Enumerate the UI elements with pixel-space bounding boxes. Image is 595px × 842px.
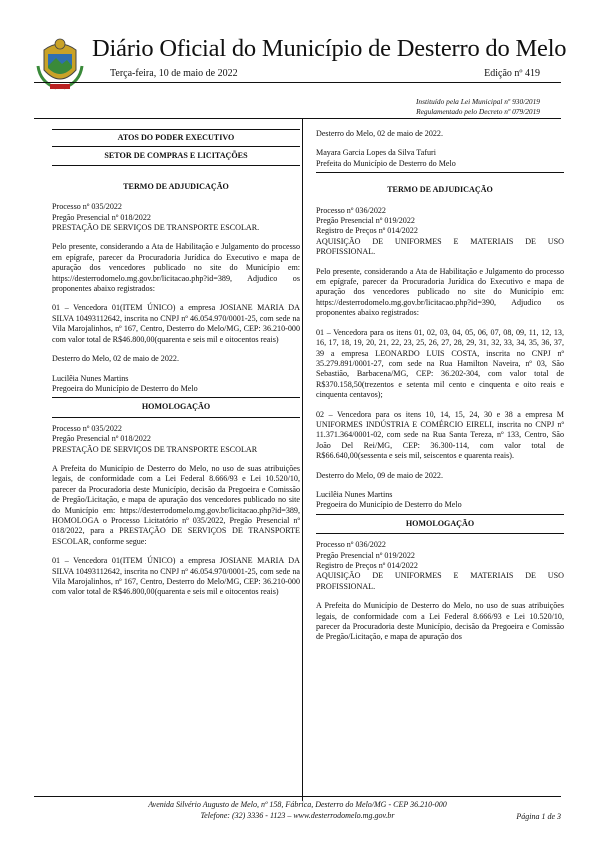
page-number: Página 1 de 3 — [516, 812, 561, 821]
footer-divider — [34, 796, 561, 797]
signature-name: Lucilêia Nunes Martins — [52, 373, 129, 383]
date-line: Desterro do Melo, 09 de maio de 2022. — [316, 470, 443, 480]
object-text: AQUISIÇÃO DE UNIFORMES E MATERIAIS DE USO PROFISSIONAL. — [316, 236, 564, 257]
section-rule — [52, 146, 300, 147]
adjudication-heading: TERMO DE ADJUDICAÇÃO — [387, 185, 493, 195]
price-registry-number: Registro de Preços nº 014/2022 — [316, 226, 418, 236]
section-rule — [316, 533, 564, 534]
section-subtitle: SETOR DE COMPRAS E LICITAÇÕES — [104, 151, 248, 161]
paragraph: 01 – Vencedora 01(ITEM ÚNICO) a empresa JOSIANE MARIA DA SILVA 10493112642, inscrita no CNPJ nº 46.054.970/0001-25, com sede na Vila Marojalinhos, nº 167, Centro, Desterro do Melo/MG, CEP: 36.210-000 com valor total de R$46.800,00(quarenta e seis mil e oitocentos reais) — [52, 556, 300, 597]
object-text: PRESTAÇÃO DE SERVIÇOS DE TRANSPORTE ESCOLAR — [52, 444, 258, 454]
signature-role: Prefeita do Município de Desterro do Melo — [316, 158, 456, 168]
section-rule — [52, 397, 300, 398]
paragraph: Pelo presente, considerando a Ata de Habilitação e Julgamento do processo em epígrafe, parecer da Procuradoria Jurídica do Executivo e mapa de apuração dos vencedores publicado no site do Município em: https://desterrodomelo.mg.gov.br/licitacao.php?id=390, Adjudico os proponentes abaixo registrados: — [316, 266, 564, 318]
signature-role: Pregoeira do Município de Desterro do Melo — [52, 383, 198, 393]
process-number: Processo nº 035/2022 — [52, 423, 122, 433]
issue-date: Terça-feira, 10 de maio de 2022 — [110, 68, 238, 79]
object-text: PRESTAÇÃO DE SERVIÇOS DE TRANSPORTE ESCOLAR. — [52, 223, 260, 233]
paragraph: A Prefeita do Município de Desterro do Melo, no uso de suas atribuições legais, de conformidade com a Lei Federal 8.666/93 e Lei 10.520/10, parecer da Procuradoria deste Município, decisão da Pregoeira e Comissão de Pregão/Licitação, e mapa de apuração dos vencedores publicado no site do Município em: https://desterrodomelo.mg.gov.br/licitacao.php?id=389, HOMOLOGA o Processo Licitatório nº 035/2022, Pregão Presencial nº 018/2022, para a PRESTAÇÃO DE SERVIÇOS DE TRANSPORTE ESCOLAR, conforme segue: — [52, 463, 300, 546]
adjudication-heading: TERMO DE ADJUDICAÇÃO — [123, 181, 229, 191]
paragraph: 02 – Vencedora para os itens 10, 14, 15, 24, 30 e 38 a empresa M UNIFORMES INDÚSTRIA E COMÉRCIO EIRELI, inscrita no CNPJ nº 11.371.364/0001-02, com sede na Rua Santa Tereza, nº 133, Centro, São João Del Rei/MG, CEP: 36.300-114, com valor total de R$66.640,00(sessenta e seis mil, seiscentos e quarenta reais). — [316, 409, 564, 461]
page-title: Diário Oficial do Município de Desterro do Melo — [92, 35, 567, 62]
section-rule — [52, 417, 300, 418]
paragraph: 01 – Vencedora 01(ITEM ÚNICO) a empresa JOSIANE MARIA DA SILVA 10493112642, inscrita no CNPJ nº 46.054.970/0001-25, com sede na Vila Marojalinhos, nº 167, Centro, Desterro do Melo/MG, CEP: 36.210-000 com valor total de R$46.800,00(quarenta e seis mil e oitocentos reais) — [52, 303, 300, 344]
header-divider — [34, 82, 561, 83]
signature-role: Pregoeira do Município de Desterro do Melo — [316, 500, 462, 510]
right-column — [316, 129, 564, 652]
paragraph: 01 – Vencedora para os itens 01, 02, 03, 04, 05, 06, 07, 08, 09, 11, 12, 13, 16, 17, 18, 19, 20, 21, 22, 23, 25, 26, 27, 28, 29, 31, 32, 33, 34, 35, 36, 37, 39 a empresa LEONARDO LUIS COSTA, inscrita no CNPJ nº 35.279.891/0001-27, com sede na Rua Hamilton Naveira, nº 03, São Sebastião, Barbacena/MG, CEP: 36.202-304, com valor total de R$370.158,50(trezentos e setenta mil cento e cinquenta e oito reais e cinquenta centavos); — [316, 327, 564, 400]
section-rule — [316, 514, 564, 515]
footer-contact: Telefone: (32) 3336 - 1123 – www.desterrodomelo.mg.gov.br — [200, 811, 395, 820]
auction-number: Pregão Presencial nº 018/2022 — [52, 434, 151, 444]
institution-note: Instituído pela Lei Municipal nº 930/2019 — [415, 97, 540, 106]
homologation-heading: HOMOLOGAÇÃO — [405, 518, 475, 528]
auction-number: Pregão Presencial nº 019/2022 — [316, 216, 415, 226]
municipal-coat-of-arms-icon — [36, 36, 84, 92]
auction-number: Pregão Presencial nº 018/2022 — [52, 212, 151, 222]
date-line: Desterro do Melo, 02 de maio de 2022. — [316, 129, 443, 138]
object-text: AQUISIÇÃO DE UNIFORMES E MATERIAIS DE USO PROFISSIONAL. — [316, 571, 564, 591]
auction-number: Pregão Presencial nº 019/2022 — [316, 550, 415, 560]
process-number: Processo nº 036/2022 — [316, 205, 386, 215]
signature-name: Lucilêia Nunes Martins — [316, 489, 393, 499]
paragraph: Pelo presente, considerando a Ata de Habilitação e Julgamento do processo em epígrafe, parecer da Procuradoria Jurídica do Executivo e mapa de apuração dos vencedores publicado no site do Município em: https://desterrodomelo.mg.gov.br/licitacao.php?id=389, Adjudico os proponentes abaixo registrados: — [52, 242, 300, 294]
edition-number: Edição nº 419 — [484, 68, 540, 79]
date-line: Desterro do Melo, 02 de maio de 2022. — [52, 354, 179, 364]
footer-address: Avenida Silvério Augusto de Melo, nº 158, Fábrica, Desterro do Melo/MG - CEP 36.210-000 — [148, 800, 447, 809]
left-column — [52, 129, 300, 607]
homologation-heading: HOMOLOGAÇÃO — [141, 402, 211, 412]
column-divider — [302, 118, 303, 801]
content-top-divider — [34, 118, 561, 119]
paragraph: A Prefeita do Município de Desterro do Melo, no uso de suas atribuições legais, de conformidade com a Lei Federal 8.666/93 e Lei 10.520/10, parecer da Procuradoria deste Município, decisão da Pregoeira e Comissão de Pregão/Licitação, e mapa de apuração dos — [316, 601, 564, 642]
section-rule — [52, 129, 300, 130]
section-rule — [316, 172, 564, 173]
process-number: Processo nº 035/2022 — [52, 202, 122, 212]
section-title: ATOS DO PODER EXECUTIVO — [117, 133, 235, 142]
process-number: Processo nº 036/2022 — [316, 540, 386, 550]
signature-name: Mayara Garcia Lopes da Silva Tafuri — [316, 148, 436, 158]
price-registry-number: Registro de Preços nº 014/2022 — [316, 561, 418, 570]
section-rule — [52, 165, 300, 166]
regulation-note: Regulamentado pelo Decreto nº 079/2019 — [416, 107, 540, 116]
